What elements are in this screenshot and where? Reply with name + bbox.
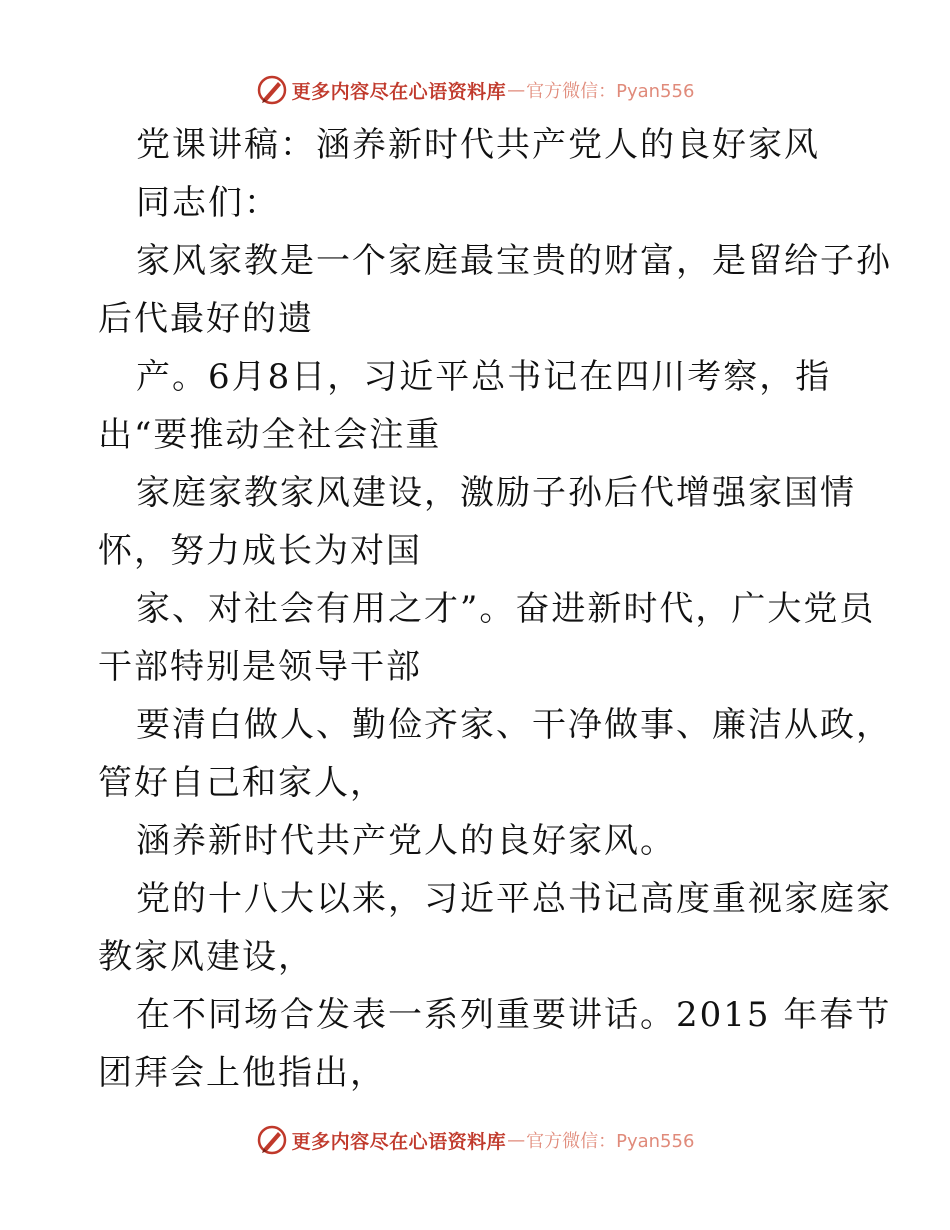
- pen-logo-icon: [256, 74, 288, 106]
- text-line: 要清白做人、勤俭齐家、干净做事、廉洁从政，: [136, 705, 892, 745]
- text-line: 出“要推动全社会注重: [98, 415, 442, 455]
- header-watermark: [0, 70, 950, 110]
- text-line: 管好自己和家人，: [98, 763, 386, 803]
- footer-watermark: [0, 1120, 950, 1160]
- salutation: 同志们：: [136, 183, 280, 223]
- text-line: 家风家教是一个家庭最宝贵的财富，是留给子孙: [136, 241, 892, 281]
- watermark-dash: —: [507, 79, 526, 101]
- text-line: 家、对社会有用之才”。奋进新时代，广大党员: [136, 589, 876, 629]
- text-line: 干部特别是领导干部: [98, 647, 422, 687]
- text-line: 怀，努力成长为对国: [98, 531, 422, 571]
- document-body: [98, 116, 892, 1102]
- text-line: 党的十八大以来，习近平总书记高度重视家庭家: [136, 879, 892, 919]
- text-line: 团拜会上他指出，: [98, 1053, 386, 1093]
- text-line: 后代最好的遗: [98, 299, 314, 339]
- text-line: 涵养新时代共产党人的良好家风。: [136, 821, 676, 861]
- text-line: 教家风建设，: [98, 937, 314, 977]
- watermark-main-text: 更多内容尽在心语资料库: [291, 1130, 507, 1153]
- text-line: 在不同场合发表一系列重要讲话。2015 年春节: [136, 995, 892, 1035]
- watermark-main-text: 更多内容尽在心语资料库: [291, 80, 507, 103]
- watermark-contact-text: 官方微信：Pyan556: [526, 81, 695, 102]
- pen-logo-icon: [256, 1124, 288, 1156]
- text-line: 产。6月8日，习近平总书记在四川考察，指: [136, 357, 832, 397]
- document-title: 党课讲稿：涵养新时代共产党人的良好家风: [136, 125, 820, 165]
- watermark-contact-text: 官方微信：Pyan556: [526, 1131, 695, 1152]
- text-line: 家庭家教家风建设，激励子孙后代增强家国情: [136, 473, 856, 513]
- watermark-dash: —: [507, 1129, 526, 1151]
